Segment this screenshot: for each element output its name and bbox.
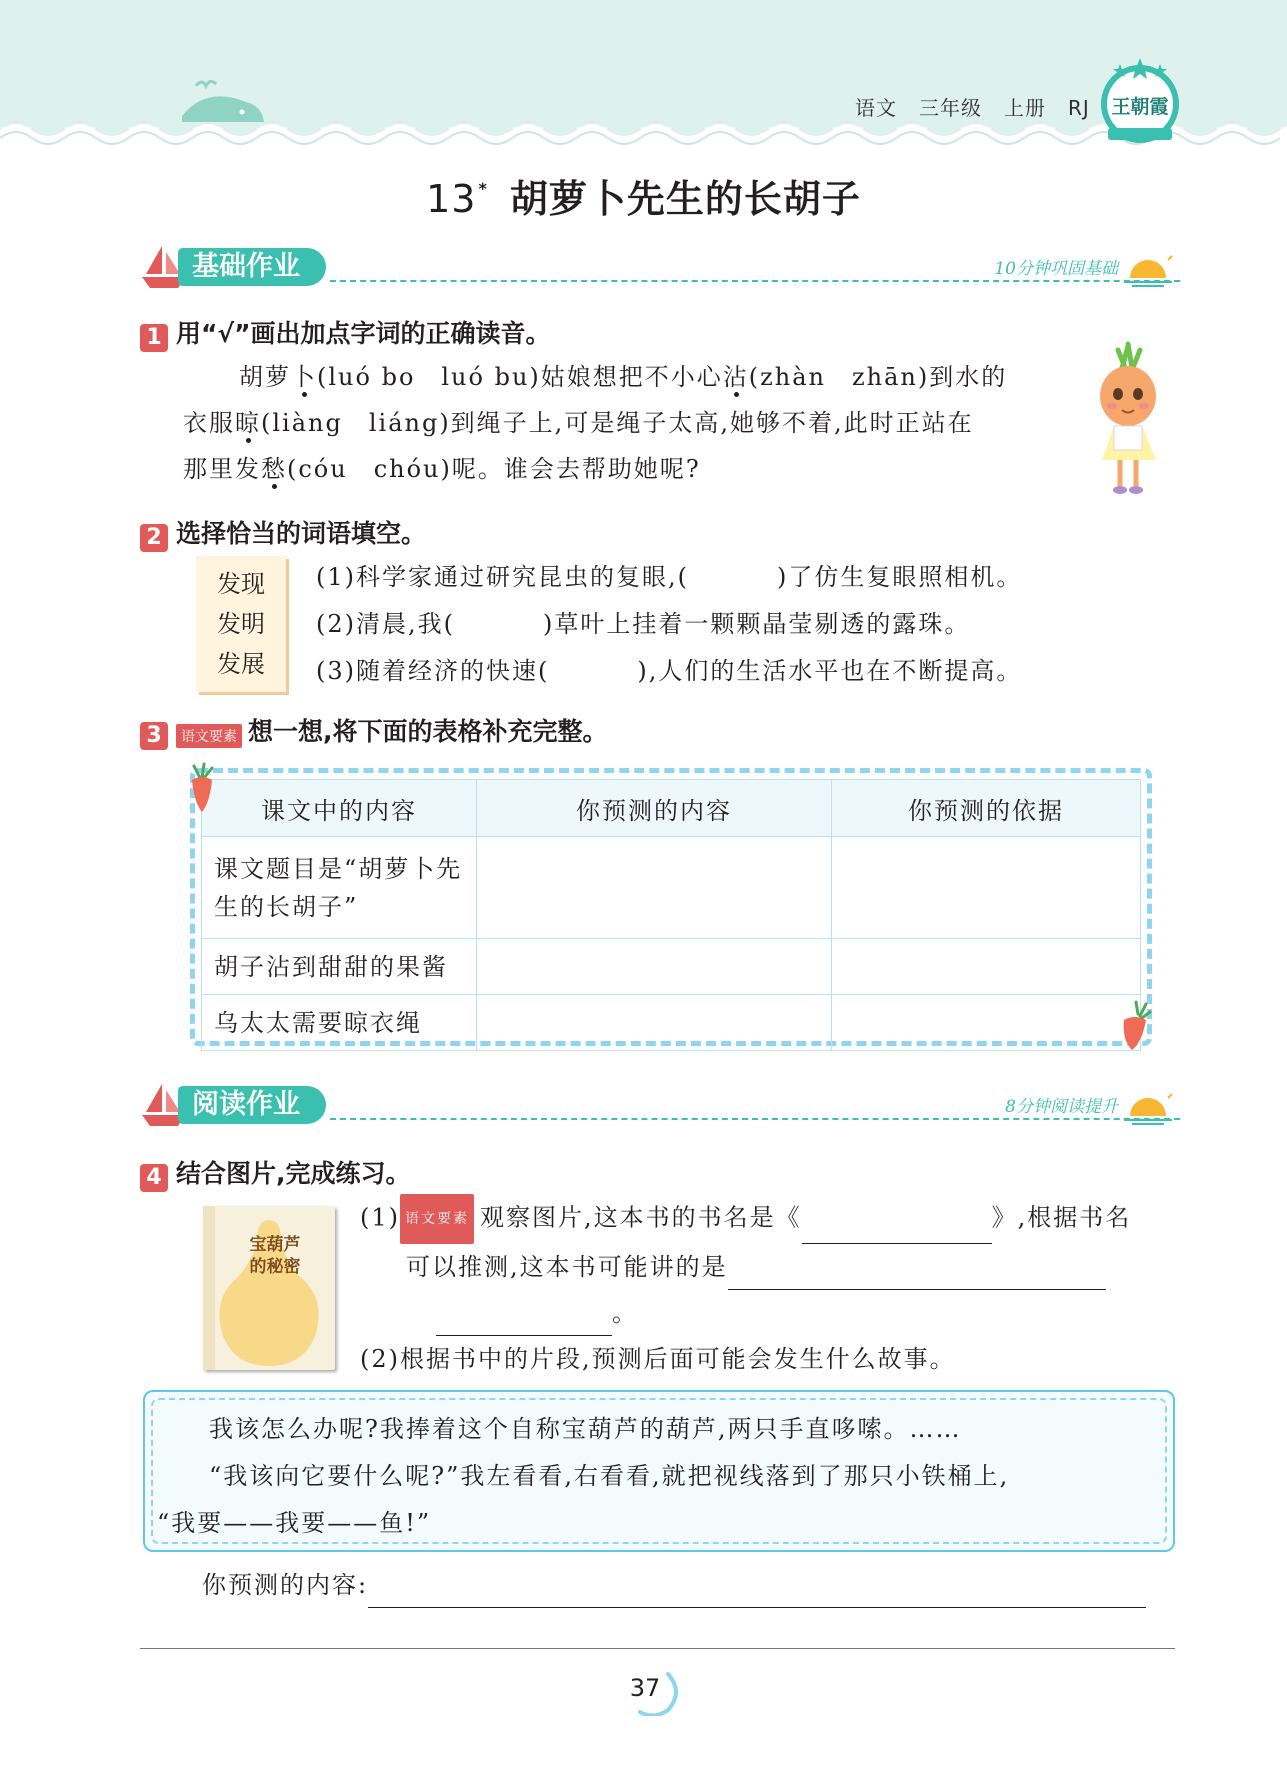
- lesson-mark: *: [478, 179, 488, 199]
- q1-title: 用“√”画出加点字词的正确读音。: [176, 319, 551, 348]
- q2-title: 选择恰当的词语填空。: [176, 519, 427, 548]
- section-divider: [330, 280, 1180, 282]
- q2-number: 2: [140, 524, 168, 552]
- carrot-girl-illustration: [1088, 340, 1170, 500]
- whale-icon: [176, 76, 272, 134]
- word-option: 发明: [217, 610, 265, 638]
- q4-tag: 语文要素: [400, 1194, 474, 1244]
- book-cover-image: [203, 1206, 335, 1370]
- q2-sentences: [316, 554, 1176, 695]
- table-header: 你预测的依据: [832, 780, 1141, 837]
- page-number: 37: [629, 1674, 661, 1702]
- header-meta: [855, 92, 1112, 121]
- grade: 三年级: [919, 96, 982, 120]
- excerpt-line: “我该向它要什么呢?”我左看看,右看看,就把视线落到了那只小铁桶上,: [209, 1462, 1010, 1490]
- q4-number: 4: [140, 1164, 168, 1192]
- section-basic-time: 10分钟巩固基础: [994, 259, 1118, 279]
- q1-passage: [183, 354, 1083, 492]
- volume: 上册: [1004, 96, 1046, 120]
- table-cell-answer[interactable]: [832, 995, 1141, 1051]
- footer-divider: [140, 1648, 1175, 1649]
- excerpt-text: [157, 1406, 1165, 1547]
- table-cell-answer[interactable]: [832, 939, 1141, 995]
- q4-part1-line1: (1) 语文要素 观察图片,这本书的书名是《 》,根据书名: [360, 1194, 1180, 1244]
- table-cell-answer[interactable]: [477, 939, 832, 995]
- q1-heading: [140, 314, 551, 352]
- answer-label: 你预测的内容:: [202, 1571, 369, 1599]
- prediction-table: [190, 768, 1152, 1046]
- q3-title: 想一想,将下面的表格补充完整。: [248, 717, 608, 746]
- excerpt-line: “我要——我要——鱼!”: [157, 1509, 432, 1537]
- excerpt-box: [143, 1390, 1175, 1552]
- table-cell: 课文题目是“胡萝卜先生的长胡子”: [202, 837, 477, 939]
- edition: RJ: [1068, 96, 1090, 120]
- table-cell-answer[interactable]: [832, 837, 1141, 939]
- lesson-number: 13: [426, 177, 477, 221]
- q3-number: 3: [140, 722, 168, 750]
- q2-sentence-1: (1)科学家通过研究昆虫的复眼,( )了仿生复眼照相机。: [316, 563, 1023, 591]
- dotted-char: 晾: [235, 409, 261, 437]
- q1-line3: 那里发愁(cóu chóu)呢。谁会去帮助她呢?: [183, 455, 701, 483]
- q3-tag: 语文要素: [176, 724, 242, 748]
- lesson-name: 胡萝卜先生的长胡子: [509, 177, 861, 221]
- answer-blank-line[interactable]: [368, 1575, 1146, 1608]
- q1-number: 1: [140, 324, 168, 352]
- sun-icon: [1122, 248, 1174, 288]
- section-reading-header: [140, 1082, 1180, 1130]
- word-option: 发现: [217, 570, 265, 598]
- q4-part1: [360, 1194, 1180, 1382]
- q4-part1-line2: 可以推测,这本书可能讲的是: [360, 1244, 1180, 1290]
- table-cell: 乌太太需要晾衣绳: [202, 995, 477, 1051]
- prediction-table-grid: [201, 779, 1141, 1051]
- section-divider: [330, 1118, 1180, 1120]
- section-basic-header: [140, 244, 1180, 292]
- answer-line: [202, 1562, 1182, 1608]
- dotted-char: 愁: [261, 455, 287, 483]
- table-header: 课文中的内容: [202, 780, 477, 837]
- q4-part1-line3: 。: [360, 1290, 1180, 1336]
- lesson-title: [0, 168, 1287, 223]
- prediction-blank[interactable]: [728, 1257, 1106, 1290]
- dotted-char: 沾: [722, 363, 749, 391]
- q2-sentence-3: (3)随着经济的快速( ),人们的生活水平也在不断提高。: [316, 657, 1023, 685]
- q1-line2: 衣服晾(liàng liáng)到绳子上,可是绳子太高,她够不着,此时正站在: [183, 409, 974, 437]
- dotted-char: 卜: [291, 363, 317, 391]
- q2-heading: [140, 514, 426, 552]
- section-reading-time: 8分钟阅读提升: [1005, 1097, 1118, 1117]
- subject: 语文: [855, 96, 897, 120]
- q4-heading: [140, 1154, 411, 1192]
- q4-title: 结合图片,完成练习。: [176, 1159, 411, 1188]
- logo: [1100, 56, 1180, 146]
- section-reading-label: 阅读作业: [178, 1086, 326, 1124]
- sun-icon: [1122, 1086, 1174, 1126]
- table-cell: 胡子沾到甜甜的果酱: [202, 939, 477, 995]
- excerpt-line: 我该怎么办呢?我捧着这个自称宝葫芦的葫芦,两只手直哆嗦。……: [209, 1415, 962, 1443]
- logo-text: 王朝霞: [1111, 96, 1169, 118]
- q3-heading: [140, 712, 608, 750]
- table-header: 你预测的内容: [477, 780, 832, 837]
- q4-part2: (2)根据书中的片段,预测后面可能会发生什么故事。: [360, 1345, 956, 1373]
- table-cell-answer[interactable]: [477, 837, 832, 939]
- book-title: 宝葫芦的秘密: [249, 1235, 301, 1277]
- book-name-blank[interactable]: [802, 1211, 992, 1244]
- section-basic-label: 基础作业: [178, 248, 326, 286]
- carrot-icon: [1118, 1000, 1154, 1052]
- word-option: 发展: [217, 650, 265, 678]
- carrot-icon: [184, 762, 220, 814]
- q1-line1: 胡萝卜(luó bo luó bu)姑娘想把不小心沾(zhàn zhān)到水的: [239, 363, 1008, 391]
- table-cell-answer[interactable]: [477, 995, 832, 1051]
- prediction-blank-continued[interactable]: [436, 1303, 612, 1336]
- q2-sentence-2: (2)清晨,我( )草叶上挂着一颗颗晶莹剔透的露珠。: [316, 610, 971, 638]
- word-choice-box: [196, 556, 286, 692]
